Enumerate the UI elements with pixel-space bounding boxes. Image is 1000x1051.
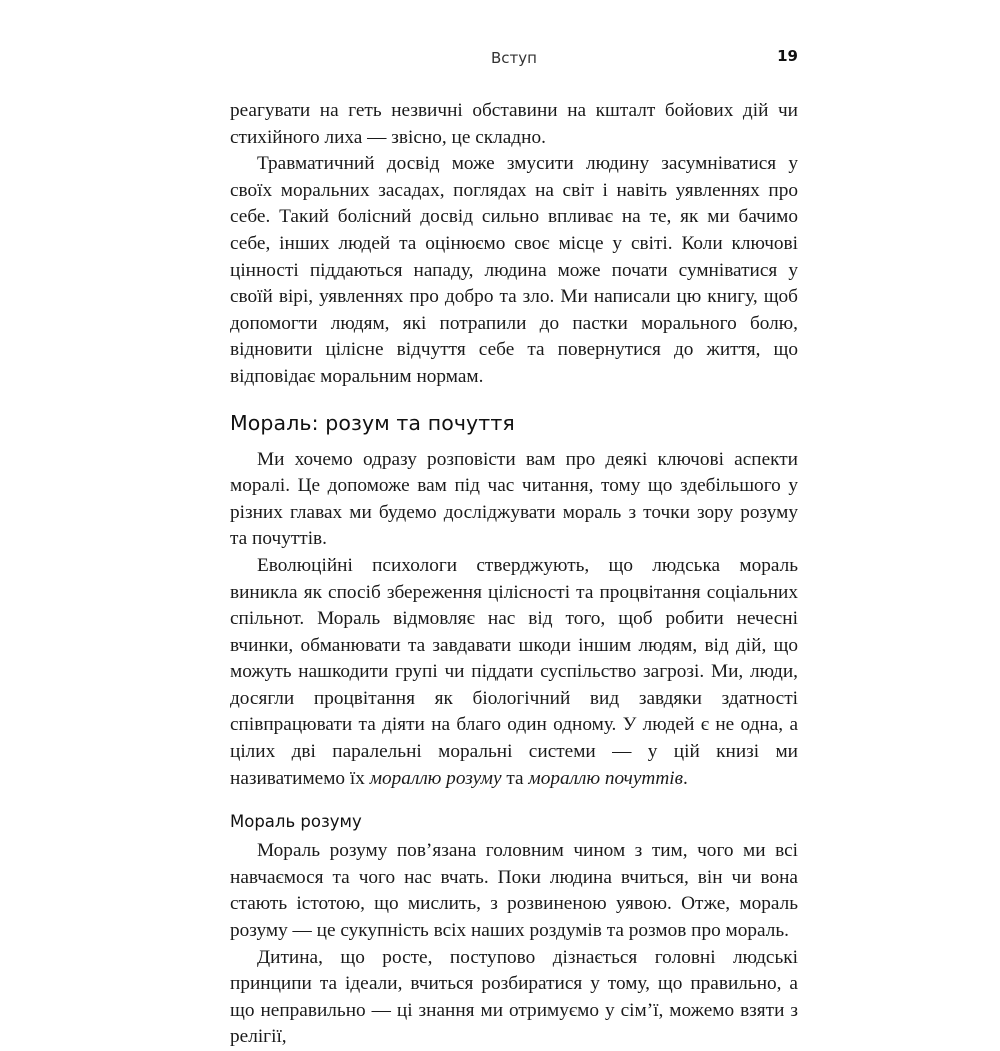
section-paragraph-2 — [230, 553, 798, 792]
subsection-paragraph-1: Мораль розуму пов’язана головним чином з тим, чого ми всі навчаємося та чого нас вчать. Поки людина вчиться, він чи вона стають істотою, що мислить, з розвиненою уявою. Отже, мораль розуму — це сукупність всіх наших роздумів та розмов про мораль. — [230, 840, 798, 942]
sentence-end: . — [683, 767, 688, 789]
conjunction: та — [501, 767, 529, 789]
intro-continuation-paragraph: реагувати на геть незвичні обставини на кшталт бойових дій чи стихійного лиха — звісно, це складно. — [230, 100, 798, 148]
term-morality-of-reason: мораллю розуму — [369, 767, 502, 789]
subsection-heading: Мораль розуму — [230, 812, 362, 832]
term-morality-of-feelings: мораллю почуттів — [528, 767, 683, 789]
running-header — [230, 47, 798, 71]
section-heading: Мораль: розум та почуття — [230, 410, 515, 435]
running-title: Вступ — [491, 49, 537, 67]
subsection-paragraph-2: Дитина, що росте, поступово дізнається головні людські принципи та ідеали, вчиться розбиратися у тому, що правильно, а що неправильно — ці знання ми отримуємо у сім’ї, можемо взяти з релігії, — [230, 946, 798, 1048]
page-number: 19 — [777, 47, 798, 65]
section-paragraph-2-text: Еволюційні психологи стверджують, що людська мораль виникла як спосіб збереження цілісності та процвітання соціальних спільнот. Мораль відмовляє нас від того, щоб робити нечесні вчинки, обманювати та завдавати шкоди іншим людям, від дій, що можуть нашкодити групі чи піддати суспільство загрозі. Ми, люди, досягли процвітання як біологічний вид завдяки здатності співпрацювати та діяти на благо один одному. У людей є не одна, а цілих дві паралельні моральні системи — у цій книзі ми називатимемо їх — [230, 554, 798, 789]
intro-paragraph: Травматичний досвід може змусити людину засумніватися у своїх моральних засадах, поглядах на світ і навіть уявленнях про себе. Такий болісний досвід сильно впливає на те, як ми бачимо себе, інших людей та оцінюємо своє місце у світі. Коли ключові цінності піддаються нападу, людина може почати сумніватися у своїй вірі, уявленнях про добро та зло. Ми написали цю книгу, щоб допомогти людям, які потрапили до пастки морального болю, відновити цілісне відчуття себе та повернутися до життя, що відповідає моральним нормам. — [230, 153, 798, 387]
section-paragraph-1: Ми хочемо одразу розповісти вам про деякі ключові аспекти моралі. Це допоможе вам під час читання, тому що здебільшого у різних главах ми будемо досліджувати мораль з точки зору розуму та почуттів. — [230, 448, 798, 550]
body-text — [230, 98, 798, 1051]
